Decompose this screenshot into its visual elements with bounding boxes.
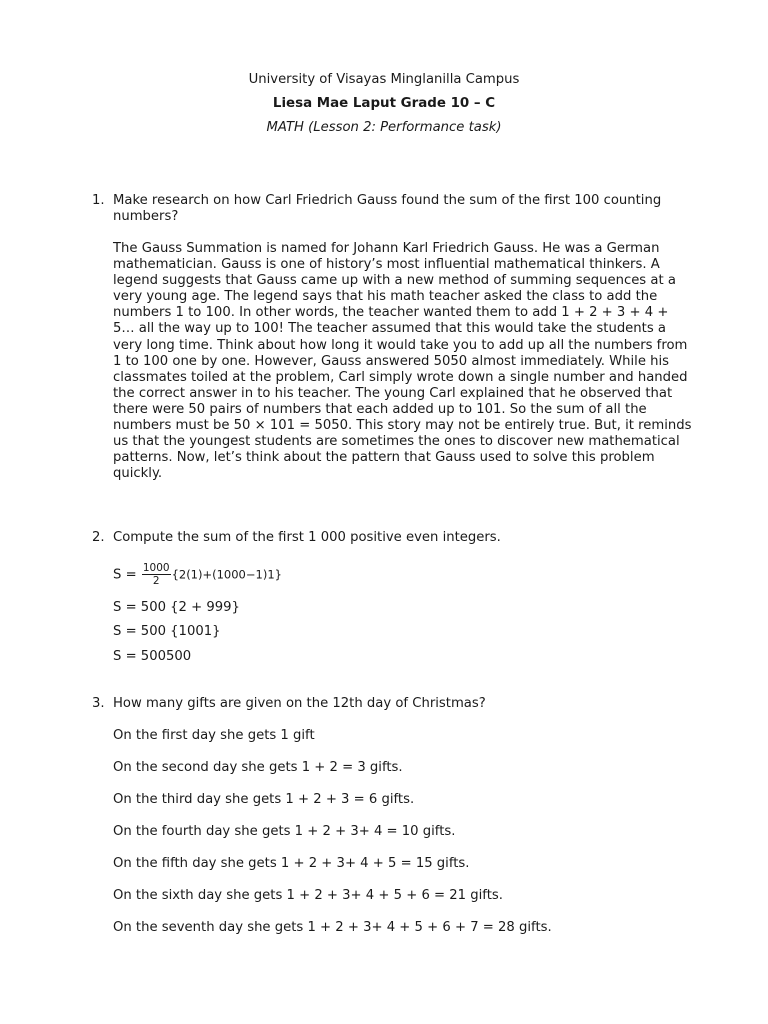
student-name: Liesa Mae Laput Grade 10 – C: [272, 96, 496, 111]
day-line: On the sixth day she gets 1 + 2 + 3+ 4 + 5 + 6 = 21 gifts.: [113, 888, 503, 903]
formula-lhs: S =: [113, 567, 137, 583]
formula-line: [113, 562, 282, 587]
subject-title: MATH (Lesson 2: Performance task): [266, 120, 502, 135]
day-line: On the seventh day she gets 1 + 2 + 3+ 4 + 5 + 6 + 7 = 28 gifts.: [113, 920, 552, 935]
question-number: 2.: [92, 530, 105, 545]
question-number: 3.: [92, 696, 105, 711]
fraction-numerator: 1000: [142, 562, 170, 574]
question-text: Compute the sum of the first 1 000 positive even integers.: [113, 530, 501, 545]
day-line: On the third day she gets 1 + 2 + 3 = 6 gifts.: [113, 792, 415, 807]
step-line: S = 500 {1001}: [113, 624, 221, 639]
day-line: On the fifth day she gets 1 + 2 + 3+ 4 + 5 = 15 gifts.: [113, 856, 470, 871]
day-line: On the second day she gets 1 + 2 = 3 gifts.: [113, 760, 403, 775]
step-line: S = 500500: [113, 649, 192, 664]
school-name: University of Visayas Minglanilla Campus: [248, 72, 520, 87]
day-line: On the fourth day she gets 1 + 2 + 3+ 4 = 10 gifts.: [113, 824, 456, 839]
question-text: How many gifts are given on the 12th day of Christmas?: [113, 696, 486, 711]
fraction-denominator: 2: [152, 575, 160, 587]
question-text: Make research on how Carl Friedrich Gauss found the sum of the first 100 counting numbers?: [113, 193, 662, 224]
question-number: 1.: [92, 193, 105, 208]
day-line: On the first day she gets 1 gift: [113, 728, 315, 743]
step-line: S = 500 {2 + 999}: [113, 600, 240, 615]
formula-fraction: [142, 562, 171, 587]
answer-1-paragraph: The Gauss Summation is named for Johann Karl Friedrich Gauss. He was a German mathematician. Gauss is one of history’s most influential mathematical thinkers. A legend suggests that Gauss came up with a new method of summing sequences at a very young age. The legend says that his math teacher asked the class to add the numbers 1 to 100. In other words, the teacher wanted them to add 1 + 2 + 3 + 4 + 5… all the way up to 100! The teacher assumed that this would take the students a very long time. Think about how long it would take you to add up all the numbers from 1 to 100 one by one. However, Gauss answered 5050 almost immediately. While his classmates toiled at the problem, Carl simply wrote down a single number and handed the correct answer in to his teacher. The young Carl explained that he observed that there were 50 pairs of numbers that each added up to 101. So the sum of all the numbers must be 50 × 101 = 5050. This story may not be entirely true. But, it reminds us that the youngest students are sometimes the ones to discover new mathematical patterns. Now, let’s think about the pattern that Gauss used to solve this problem quickly.: [113, 241, 692, 482]
formula-body: {2(1)+(1000−1)1}: [171, 567, 282, 582]
